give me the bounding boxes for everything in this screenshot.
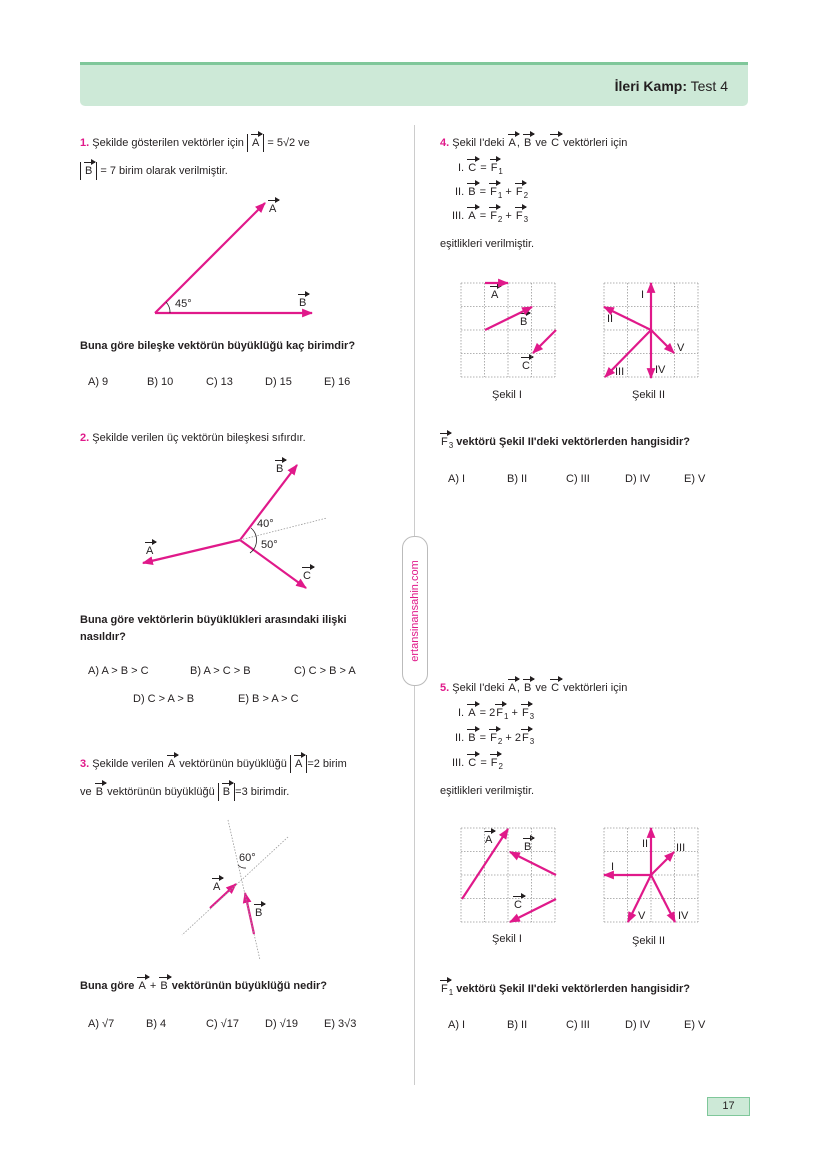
q1-option-c[interactable]: C) 13 — [206, 376, 233, 388]
q3-line-2 — [182, 837, 288, 935]
q3-text: vektörünün büyüklüğü — [179, 758, 287, 770]
q5-fig1-label-c: C — [514, 899, 522, 911]
q4-option-b[interactable]: B) II — [507, 473, 528, 485]
q1-fig-angle: 45° — [175, 298, 192, 310]
q5-q-vec: $F_1$ — [441, 983, 454, 998]
eq-rhs: = $2F_1 + F_3$ — [479, 707, 535, 722]
q5-text: Şekil I'deki — [452, 682, 505, 694]
q5-vec-a: A — [508, 682, 516, 694]
q5-fig2-label-v: V — [638, 910, 646, 922]
eq-lhs: C — [468, 162, 477, 174]
q4-number: 4. — [440, 137, 450, 149]
q3-vec-b: B — [95, 786, 104, 798]
q5-fig2-vector-iii — [651, 852, 674, 875]
eq-num: II. — [455, 732, 465, 744]
q4-vec-a: A — [508, 137, 516, 149]
q3-vec-a: A — [294, 758, 303, 770]
q4-after: eşitlikleri verilmiştir. — [440, 238, 535, 250]
q1-abs-b — [80, 162, 97, 180]
header-title — [615, 78, 728, 94]
q2-number: 2. — [80, 432, 90, 444]
q1-eq-a: = 5√2 ve — [267, 137, 310, 149]
q2-option-c[interactable]: C) C > B > A — [294, 665, 356, 677]
eq-rhs: = $F_1$ — [480, 162, 503, 177]
q4-fig2-vector-iii — [605, 330, 651, 377]
q5-after: eşitlikleri verilmiştir. — [440, 785, 535, 797]
q5-fig1-caption: Şekil I — [492, 933, 522, 945]
q5-option-e[interactable]: E) V — [684, 1019, 706, 1031]
eq-rhs: = $F_2 + F_3$ — [479, 210, 529, 225]
q3-text: vektörünün büyüklüğü — [107, 786, 215, 798]
q5-eq-1 — [458, 707, 534, 721]
q5-fig2-label-iv: IV — [678, 910, 689, 922]
q3-line2 — [80, 786, 289, 798]
q4-fig2-label-i: I — [641, 289, 645, 301]
q3-option-d[interactable]: D) √19 — [265, 1018, 298, 1030]
q1-eq-b: = 7 birim olarak verilmiştir. — [100, 165, 228, 177]
q1-number: 1. — [80, 137, 90, 149]
q2-question-line2: nasıldır? — [80, 631, 126, 643]
q1-line1 — [80, 137, 310, 149]
q5-option-d[interactable]: D) IV — [625, 1019, 651, 1031]
q4-fig1-label-c: C — [522, 360, 530, 372]
q4-option-e[interactable]: E) V — [684, 473, 706, 485]
q3-vec-b: B — [222, 786, 231, 798]
q4-fig1-vector-c — [533, 330, 556, 353]
q3-question — [80, 980, 327, 992]
q4-option-d[interactable]: D) IV — [625, 473, 651, 485]
q5-text: ve — [535, 682, 548, 694]
eq-lhs: B — [468, 186, 476, 198]
q4-fig1-label-b: B — [520, 316, 528, 328]
watermark — [402, 536, 428, 686]
q5-intro: 5. Şekil I'deki A, B ve C vektörleri için — [440, 682, 628, 694]
q5-number: 5. — [440, 682, 450, 694]
eq-lhs: C — [468, 757, 477, 769]
q3-text: =3 birimdir. — [235, 786, 290, 798]
q3-number: 3. — [80, 758, 90, 770]
q5-q-text: vektörü Şekil II'deki vektörlerden hangisidir? — [456, 983, 690, 995]
q4-fig2-label-iii: III — [615, 366, 625, 378]
q1-option-b[interactable]: B) 10 — [147, 376, 174, 388]
q5-vec-b: B — [524, 682, 532, 694]
q2-vector-a — [143, 540, 240, 563]
page-number: 17 — [707, 1097, 750, 1116]
header-title-rest: Test 4 — [690, 78, 728, 94]
q2-fig-angle1: 40° — [257, 518, 274, 530]
q5-fig2-label-i: I — [611, 861, 615, 873]
eq-lhs: A — [468, 707, 476, 719]
q3-abs-b — [218, 783, 235, 801]
q4-q-text: vektörü Şekil II'deki vektörlerden hangisidir? — [456, 436, 690, 448]
q1-angle-arc — [166, 302, 170, 313]
q5-eq-3 — [452, 757, 503, 771]
q2-question-line1: Buna göre vektörlerin büyüklükleri arasındaki ilişki — [80, 614, 347, 626]
q2-fig-angle2: 50° — [261, 539, 278, 551]
q4-fig2-caption: Şekil II — [632, 389, 666, 401]
q5-eq-2 — [455, 732, 534, 746]
q4-vec-b: B — [524, 137, 532, 149]
eq-rhs: = $F_2$ — [480, 757, 503, 772]
q4-fig2-label-iv: IV — [655, 364, 666, 376]
q2-option-d[interactable]: D) C > A > B — [133, 693, 195, 705]
q5-option-c[interactable]: C) III — [566, 1019, 590, 1031]
q4-vec-c: C — [551, 137, 560, 149]
q3-fig-angle: 60° — [239, 852, 256, 864]
q1-fig-label-a: A — [269, 203, 277, 215]
q3-q-vec-a: A — [138, 980, 146, 992]
q2-fig-label-c: C — [303, 570, 311, 582]
q5-fig1-vector-b — [510, 852, 556, 875]
q3-angle-arc — [238, 865, 246, 868]
q3-q-text: vektörünün büyüklüğü nedir? — [171, 980, 328, 992]
eq-lhs: A — [468, 210, 476, 222]
q4-text: ve — [535, 137, 548, 149]
q5-fig2-label-ii: II — [642, 838, 649, 850]
q3-vec-a: A — [167, 758, 176, 770]
q2-fig-label-a: A — [146, 545, 154, 557]
q4-text: vektörleri için — [563, 137, 628, 149]
q1-vector-a — [155, 203, 265, 313]
q5-option-a[interactable]: A) I — [448, 1019, 466, 1031]
q2-text: Şekilde verilen üç vektörün bileşkesi sıfırdır. — [92, 432, 306, 444]
q4-option-c[interactable]: C) III — [566, 473, 590, 485]
q4-eq-3 — [452, 210, 528, 224]
q3-vector-b — [245, 893, 254, 934]
q3-option-a[interactable]: A) √7 — [88, 1018, 115, 1030]
q3-text: Şekilde verilen — [92, 758, 164, 770]
q3-option-e[interactable]: E) 3√3 — [324, 1018, 357, 1030]
q3-abs-a — [290, 755, 307, 773]
q5-fig2-vector-iv — [651, 875, 675, 922]
q2-fig-label-b: B — [276, 463, 284, 475]
q2-option-a[interactable]: A) A > B > C — [88, 665, 149, 677]
q5-fig2-caption: Şekil II — [632, 935, 666, 947]
q1-vec-a: A — [251, 137, 260, 149]
q1-text: Şekilde gösterilen vektörler için — [92, 137, 244, 149]
q3-line1 — [80, 758, 347, 770]
q4-option-a[interactable]: A) I — [448, 473, 466, 485]
q4-eq-2 — [455, 186, 528, 200]
q4-fig2-label-v: V — [677, 342, 685, 354]
q5-question — [440, 983, 690, 997]
eq-num: III. — [452, 757, 465, 769]
q3-text: =2 birim — [307, 758, 347, 770]
q3-option-c[interactable]: C) √17 — [206, 1018, 239, 1030]
eq-num: II. — [455, 186, 465, 198]
q2-angle-arc — [250, 528, 257, 553]
q4-fig1-label-a: A — [491, 289, 499, 301]
eq-lhs: B — [468, 732, 476, 744]
q1-line2 — [80, 165, 228, 177]
q3-fig-label-a: A — [213, 881, 221, 893]
eq-num: I. — [458, 707, 465, 719]
q4-q-vec: $F_3$ — [441, 436, 454, 451]
q2-option-e[interactable]: E) B > A > C — [238, 693, 299, 705]
q4-intro: 4. Şekil I'deki A, B ve C vektörleri için — [440, 137, 628, 149]
eq-num: III. — [452, 210, 465, 222]
q3-q-plus: + — [149, 980, 157, 992]
q3-q-text: Buna göre — [80, 980, 135, 992]
q5-fig2-label-iii: III — [676, 842, 686, 854]
eq-rhs: = $F_1 + F_2$ — [479, 186, 529, 201]
header-title-bold: İleri Kamp: — [614, 78, 687, 94]
q3-option-b[interactable]: B) 4 — [146, 1018, 167, 1030]
q4-question — [440, 436, 690, 450]
q3-q-vec-b: B — [160, 980, 168, 992]
q5-fig1-label-a: A — [485, 834, 493, 846]
q4-fig2-label-ii: II — [607, 313, 614, 325]
q2-option-b[interactable]: B) A > C > B — [190, 665, 251, 677]
q1-fig-label-b: B — [299, 297, 307, 309]
q1-option-e[interactable]: E) 16 — [324, 376, 351, 388]
q3-fig-label-b: B — [255, 907, 263, 919]
q2-line1 — [80, 432, 306, 444]
q1-question: Buna göre bileşke vektörün büyüklüğü kaç birimdir? — [80, 340, 356, 352]
q3-line-1 — [228, 820, 260, 960]
watermark-text: ertansinansahin.com — [409, 560, 421, 662]
eq-rhs: = $F_2 + 2F_3$ — [479, 732, 535, 747]
q5-text: vektörleri için — [563, 682, 628, 694]
q2-reference-line — [240, 518, 327, 540]
q1-abs-a — [247, 134, 264, 152]
q5-vec-c: C — [551, 682, 560, 694]
q4-fig2-vector-v — [651, 330, 674, 353]
q5-fig1-label-b: B — [524, 841, 532, 853]
q1-vec-b: B — [85, 165, 93, 177]
eq-num: I. — [458, 162, 465, 174]
q5-option-b[interactable]: B) II — [507, 1019, 528, 1031]
q3-text: ve — [80, 786, 92, 798]
page-header — [80, 62, 748, 106]
q4-text: Şekil I'deki — [452, 137, 505, 149]
q1-option-a[interactable]: A) 9 — [88, 376, 109, 388]
q4-fig1-caption: Şekil I — [492, 389, 522, 401]
q4-eq-1 — [458, 162, 503, 176]
q1-option-d[interactable]: D) 15 — [265, 376, 292, 388]
